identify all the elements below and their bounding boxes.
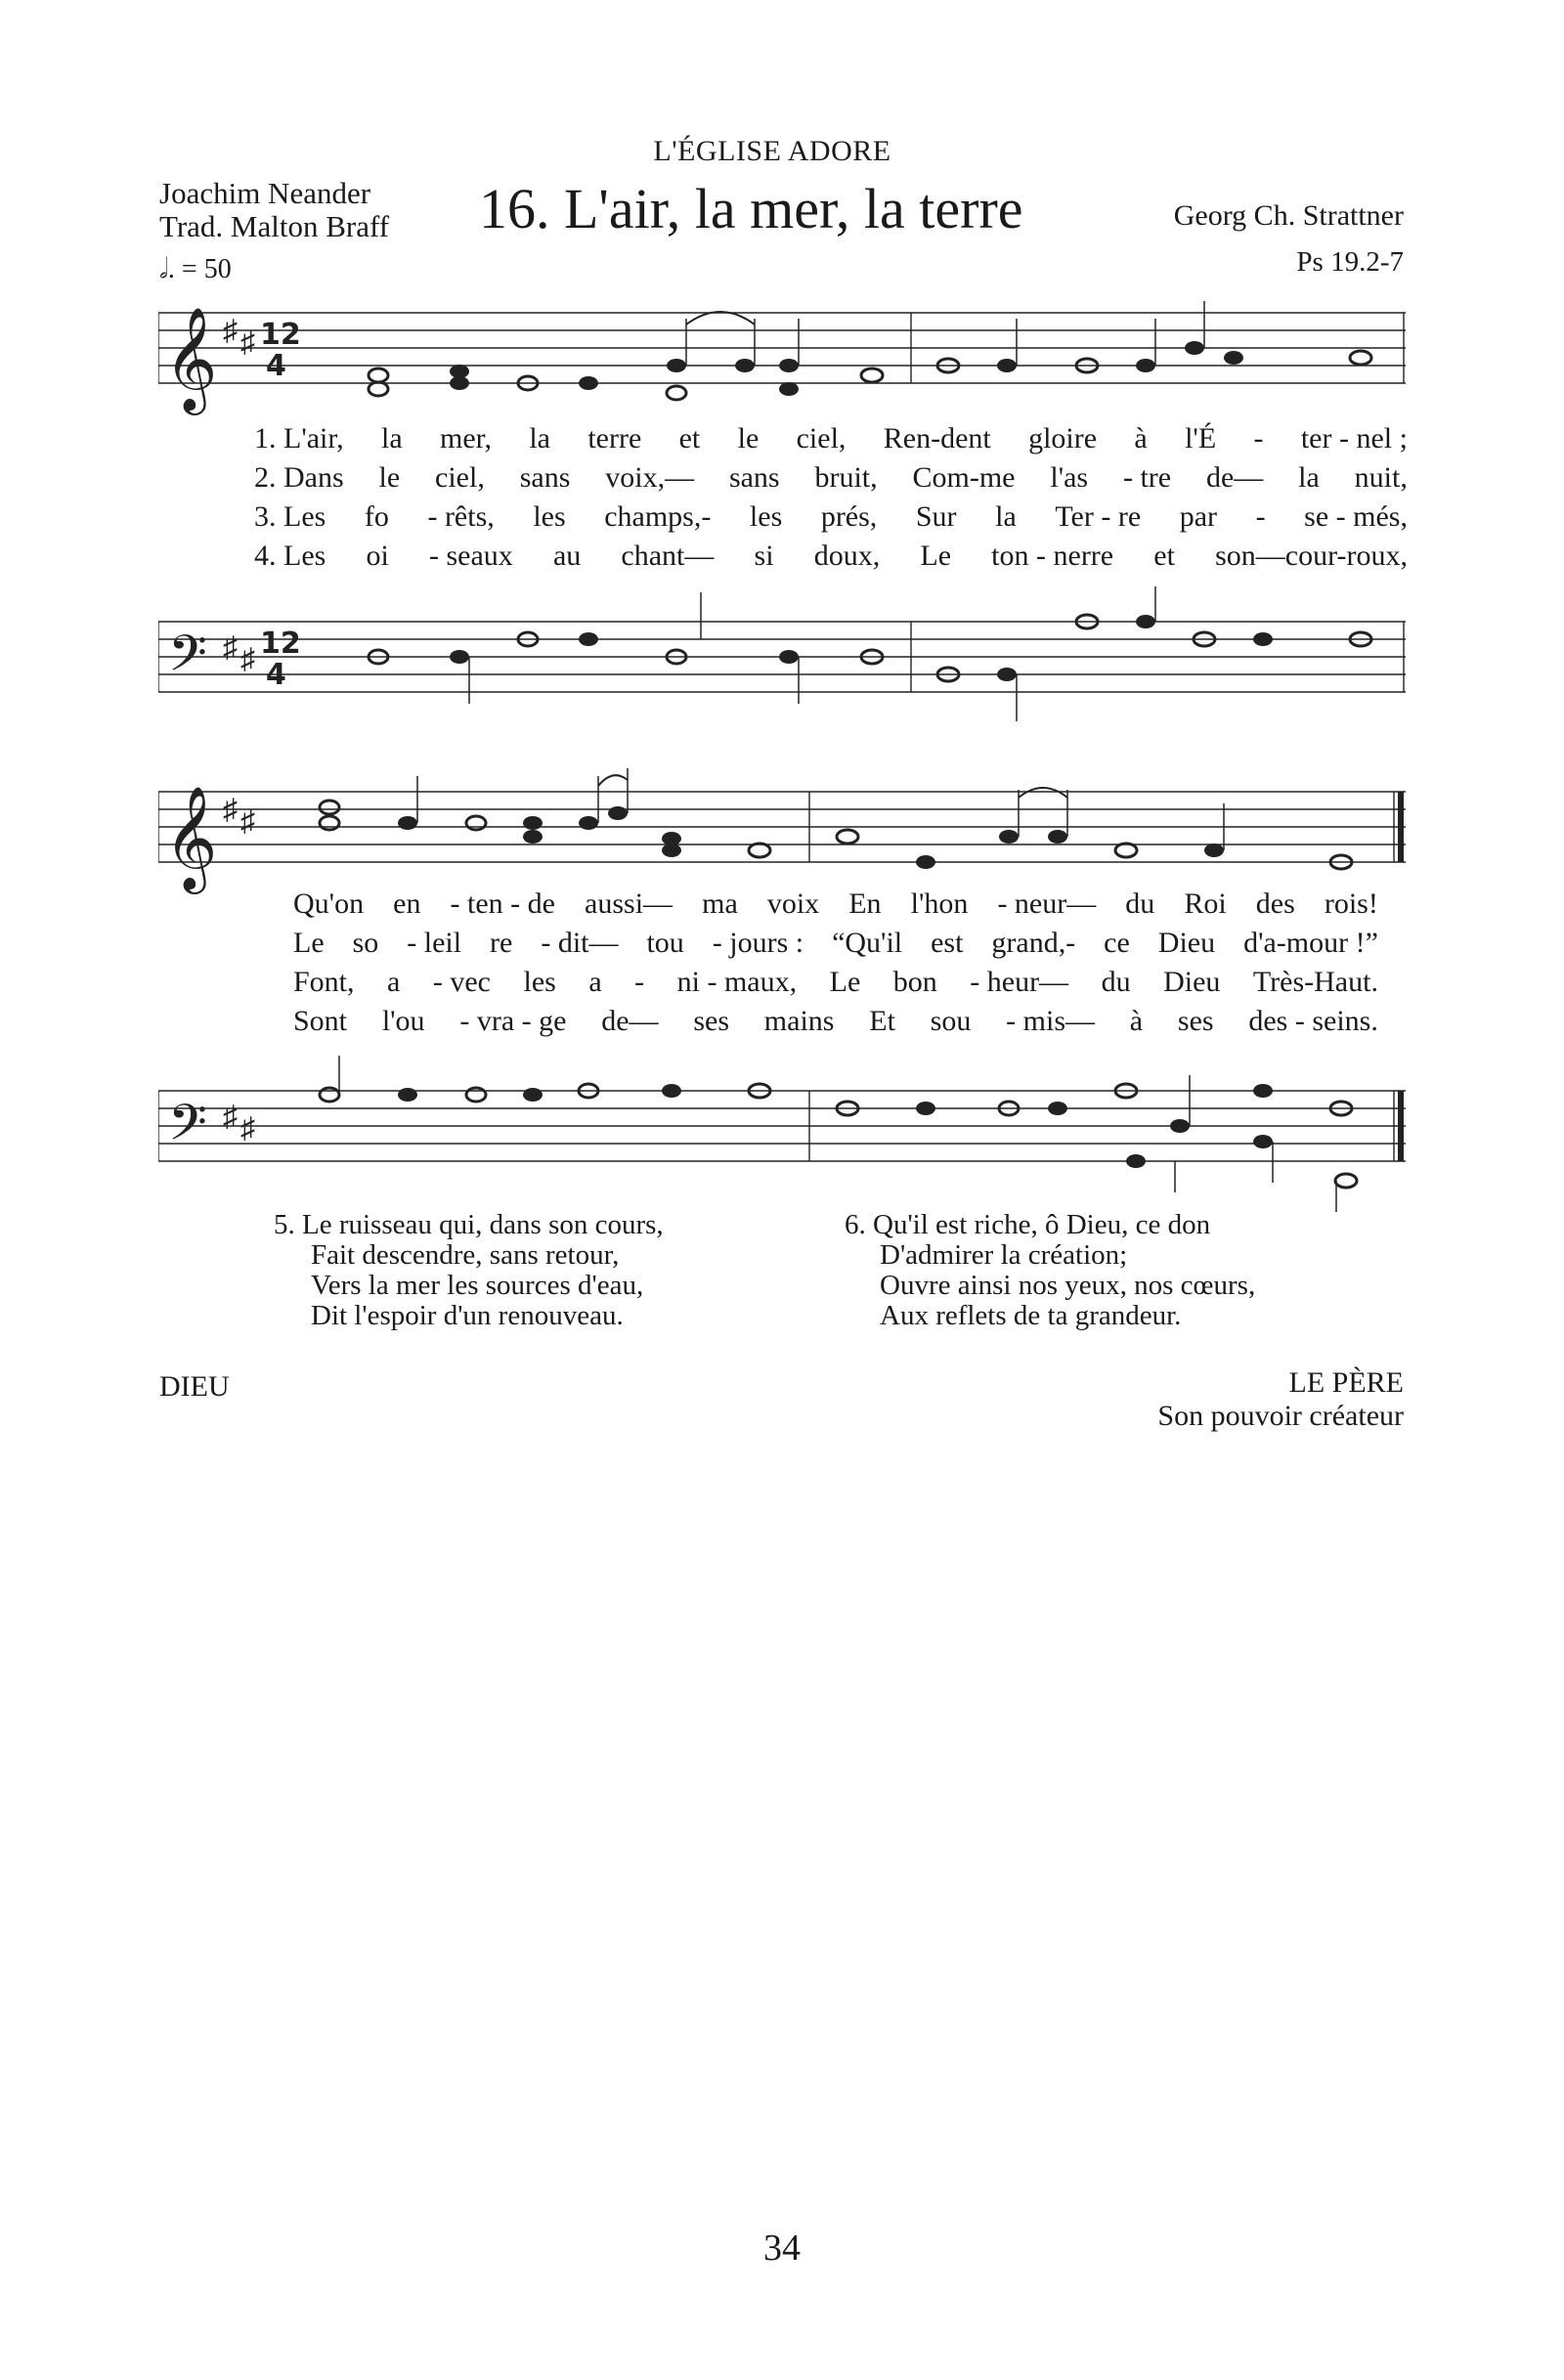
lyrics-system-2: [293, 887, 1378, 1044]
time-sig-top: 12: [260, 318, 301, 352]
verse-1-row: Qu'on en - ten - de aussi— ma voix En l'hon - neur— du Roi des rois!: [293, 887, 1378, 920]
verse-6: 6. Qu'il est riche, ô Dieu, ce don D'admirer la création; Ouvre ainsi nos yeux, nos cœurs, Aux reflets de ta grandeur.: [845, 1209, 1256, 1331]
bass-notes-2: [320, 1084, 1357, 1188]
author: Joachim Neander: [159, 176, 371, 210]
psalm-reference: Ps 19.2-7: [1296, 246, 1404, 278]
bass-staff-2: [158, 1056, 1406, 1222]
treble-staff-1: [158, 289, 1406, 436]
bass-staff-1: [158, 586, 1406, 733]
verse-2-row: Le so - leil re - dit— tou - jours : “Qu'il est grand,- ce Dieu d'a-mour !”: [293, 927, 1378, 959]
tempo-marking: 𝅗𝅥. = 50: [159, 254, 232, 284]
bass-notes-1: [369, 615, 1371, 681]
composer: Georg Ch. Strattner: [1173, 199, 1404, 232]
hymn-title: 16. L'air, la mer, la terre: [479, 177, 1023, 240]
category-right-title: LE PÈRE: [1288, 1366, 1404, 1399]
bass-clef-icon: 𝄢: [168, 624, 207, 695]
treble-notes-2: [320, 801, 1352, 869]
verse-2-row: 2. Dans le ciel, sans voix,— sans bruit, Com-me l'as - tre de— la nuit,: [254, 461, 1408, 494]
lyrics-system-1: [254, 422, 1408, 579]
verse-4-row: 4. Les oi - seaux au chant— si doux, Le ton - nerre et son—cour-roux,: [254, 540, 1408, 572]
sharp-icon: ♯: [223, 631, 238, 664]
verse-3-row: 3. Les fo - rêts, les champs,- les prés, Sur la Ter - re par - se - més,: [254, 500, 1408, 533]
sharp-icon: ♯: [223, 794, 238, 826]
treble-notes-1: [369, 341, 1371, 400]
time-sig-bottom: 4: [266, 349, 286, 383]
verse-4-row: Sont l'ou - vra - ge de— ses mains Et sou - mis— à ses des - seins.: [293, 1005, 1378, 1037]
verse-5: 5. Le ruisseau qui, dans son cours, Fait descendre, sans retour, Vers la mer les sources d'eau, Dit l'espoir d'un renouveau.: [274, 1209, 664, 1331]
translator: Trad. Malton Braff: [159, 209, 390, 243]
verse-1-row: 1. L'air, la mer, la terre et le ciel, Ren-dent gloire à l'É - ter - nel ;: [254, 422, 1408, 454]
treble-clef-icon: 𝄞: [164, 785, 218, 889]
sharp-icon: ♯: [240, 1112, 255, 1145]
time-sig-top: 12: [260, 627, 301, 661]
bass-clef-icon: 𝄢: [168, 1093, 207, 1164]
sharp-icon: ♯: [223, 315, 238, 347]
time-sig-bottom: 4: [266, 658, 286, 692]
sharp-icon: ♯: [223, 1101, 238, 1133]
sharp-icon: ♯: [240, 805, 255, 838]
treble-clef-icon: 𝄞: [164, 306, 218, 411]
verse-3-row: Font, a - vec les a - ni - maux, Le bon - heur— du Dieu Très-Haut.: [293, 966, 1378, 998]
sharp-icon: ♯: [240, 643, 255, 675]
category-right-subtitle: Son pouvoir créateur: [1157, 1400, 1404, 1432]
sharp-icon: ♯: [240, 326, 255, 359]
category-left: DIEU: [159, 1370, 230, 1403]
section-title: L'ÉGLISE ADORE: [653, 135, 891, 167]
page-number: 34: [763, 2228, 801, 2269]
